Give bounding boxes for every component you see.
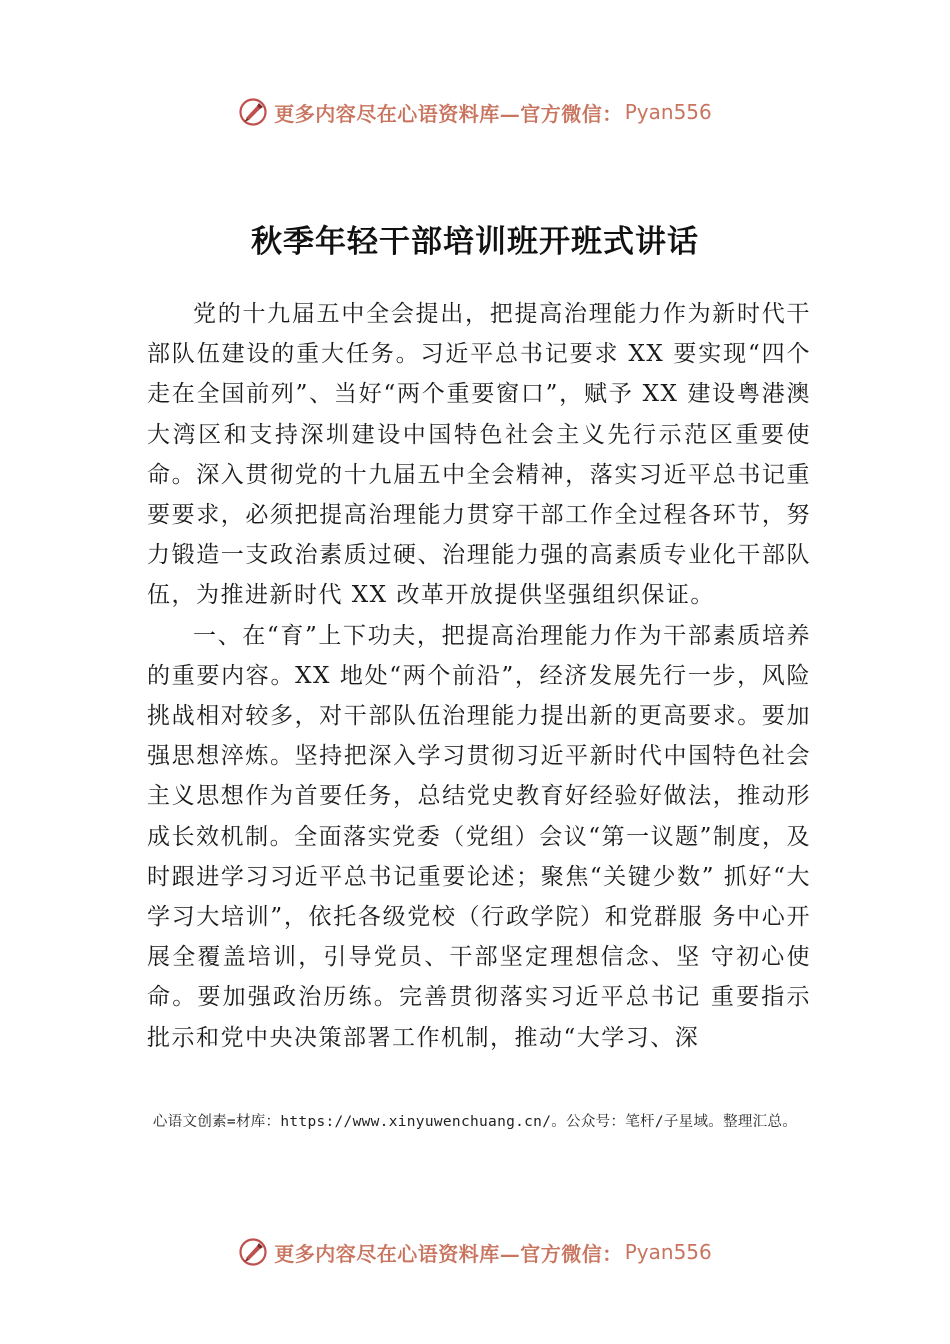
pen-seal-logo-icon (238, 1237, 268, 1267)
header-banner-text: 更多内容尽在心语资料库—官方微信： (274, 101, 623, 126)
header-banner (0, 92, 950, 132)
document-title: 秋季年轻干部培训班开班式讲话 (251, 224, 699, 260)
source-footer-note: 心语文创素=材库：https://www.xinyuwenchuang.cn/。公众号：笔杆/子星域。整理汇总。 (152, 1114, 798, 1130)
body-paragraph-intro: 党的十九届五中全会提出，把提高治理能力作为新时代干部队伍建设的重大任务。习近平总书记要求 XX 要实现“四个走在全国前列”、当好“两个重要窗口”，赋予 XX 建设粤港澳大湾区和支持深圳建设中国特色社会主义先行示范区重要使命。深入贯彻党的十九届五中全会精神，落实习近平总书记重要要求，必须把提高治理能力贯穿干部工作全过程各环节，努力锻造一支政治素质过硬、治理能力强的高素质专业化干部队伍，为推进新时代 XX 改革开放提供坚强组织保证。 (147, 301, 811, 609)
document-body (147, 294, 811, 1058)
footer-banner (0, 1232, 950, 1272)
footer-banner-text: 更多内容尽在心语资料库—官方微信： (274, 1241, 623, 1266)
body-paragraph-section-one: 一、在“育”上下功夫，把提高治理能力作为干部素质培养的重要内容。XX 地处“两个前沿”，经济发展先行一步，风险挑战相对较多，对干部队伍治理能力提出新的更高要求。要加强思想淬炼。坚持把深入学习贯彻习近平新时代中国特色社会主义思想作为首要任务，总结党史教育好经验好做法，推动形成长效机制。全面落实党委（党组）会议“第一议题”制度，及时跟进学习习近平总书记重要论述；聚焦“关键少数” 抓好“大学习大培训”，依托各级党校（行政学院）和党群服 务中心开展全覆盖培训，引导党员、干部坚定理想信念、坚 守初心使命。要加强政治历练。完善贯彻落实习近平总书记 重要指示批示和党中央决策部署工作机制，推动“大学习、深 (147, 622, 811, 1051)
header-wechat-id: Pyan556 (624, 100, 712, 124)
footer-wechat-id: Pyan556 (624, 1240, 712, 1264)
pen-seal-logo-icon (238, 97, 268, 127)
